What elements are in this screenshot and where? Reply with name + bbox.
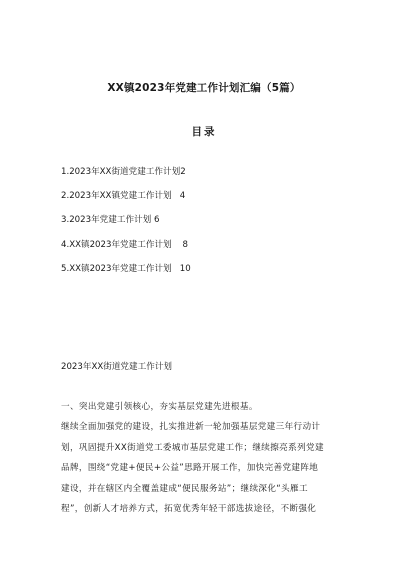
body-line: 划，巩固提升XX街道党工委城市基层党建工作；继续擦亮系列党建 — [61, 442, 324, 453]
body-line: 继续全面加强党的建设，扎实推进新一轮加强基层党建三年行动计 — [61, 422, 321, 433]
toc-item[interactable]: 2.2023年XX镇党建工作计划 4 — [61, 191, 186, 202]
body-line: 一、突出党建引领核心，夯实基层党建先进根基。 — [61, 402, 258, 412]
toc-item[interactable]: 3.2023年党建工作计划 6 — [61, 215, 160, 226]
body-text — [61, 397, 351, 519]
body-line: 品牌，围绕“党建+便民+公益”思路开展工作，加快完善党建阵地 — [61, 463, 319, 474]
body-line: 建设，并在辖区内全覆盖建成“便民服务站”；继续深化“头雁工 — [61, 483, 308, 494]
document-title: XX镇2023年党建工作计划汇编（5篇） — [107, 82, 301, 94]
toc-item[interactable]: 1.2023年XX街道党建工作计划2 — [61, 167, 186, 177]
toc-heading: 目录 — [191, 126, 217, 138]
body-line: 程”，创新人才培养方式，拓宽优秀年轻干部选拔途径，不断强化 — [61, 504, 317, 515]
toc-item[interactable]: 5.XX镇2023年党建工作计划 10 — [61, 263, 191, 274]
table-of-contents — [61, 160, 361, 281]
section-title: 2023年XX街道党建工作计划 — [61, 362, 172, 372]
toc-item[interactable]: 4.XX镇2023年党建工作计划 8 — [61, 239, 188, 250]
